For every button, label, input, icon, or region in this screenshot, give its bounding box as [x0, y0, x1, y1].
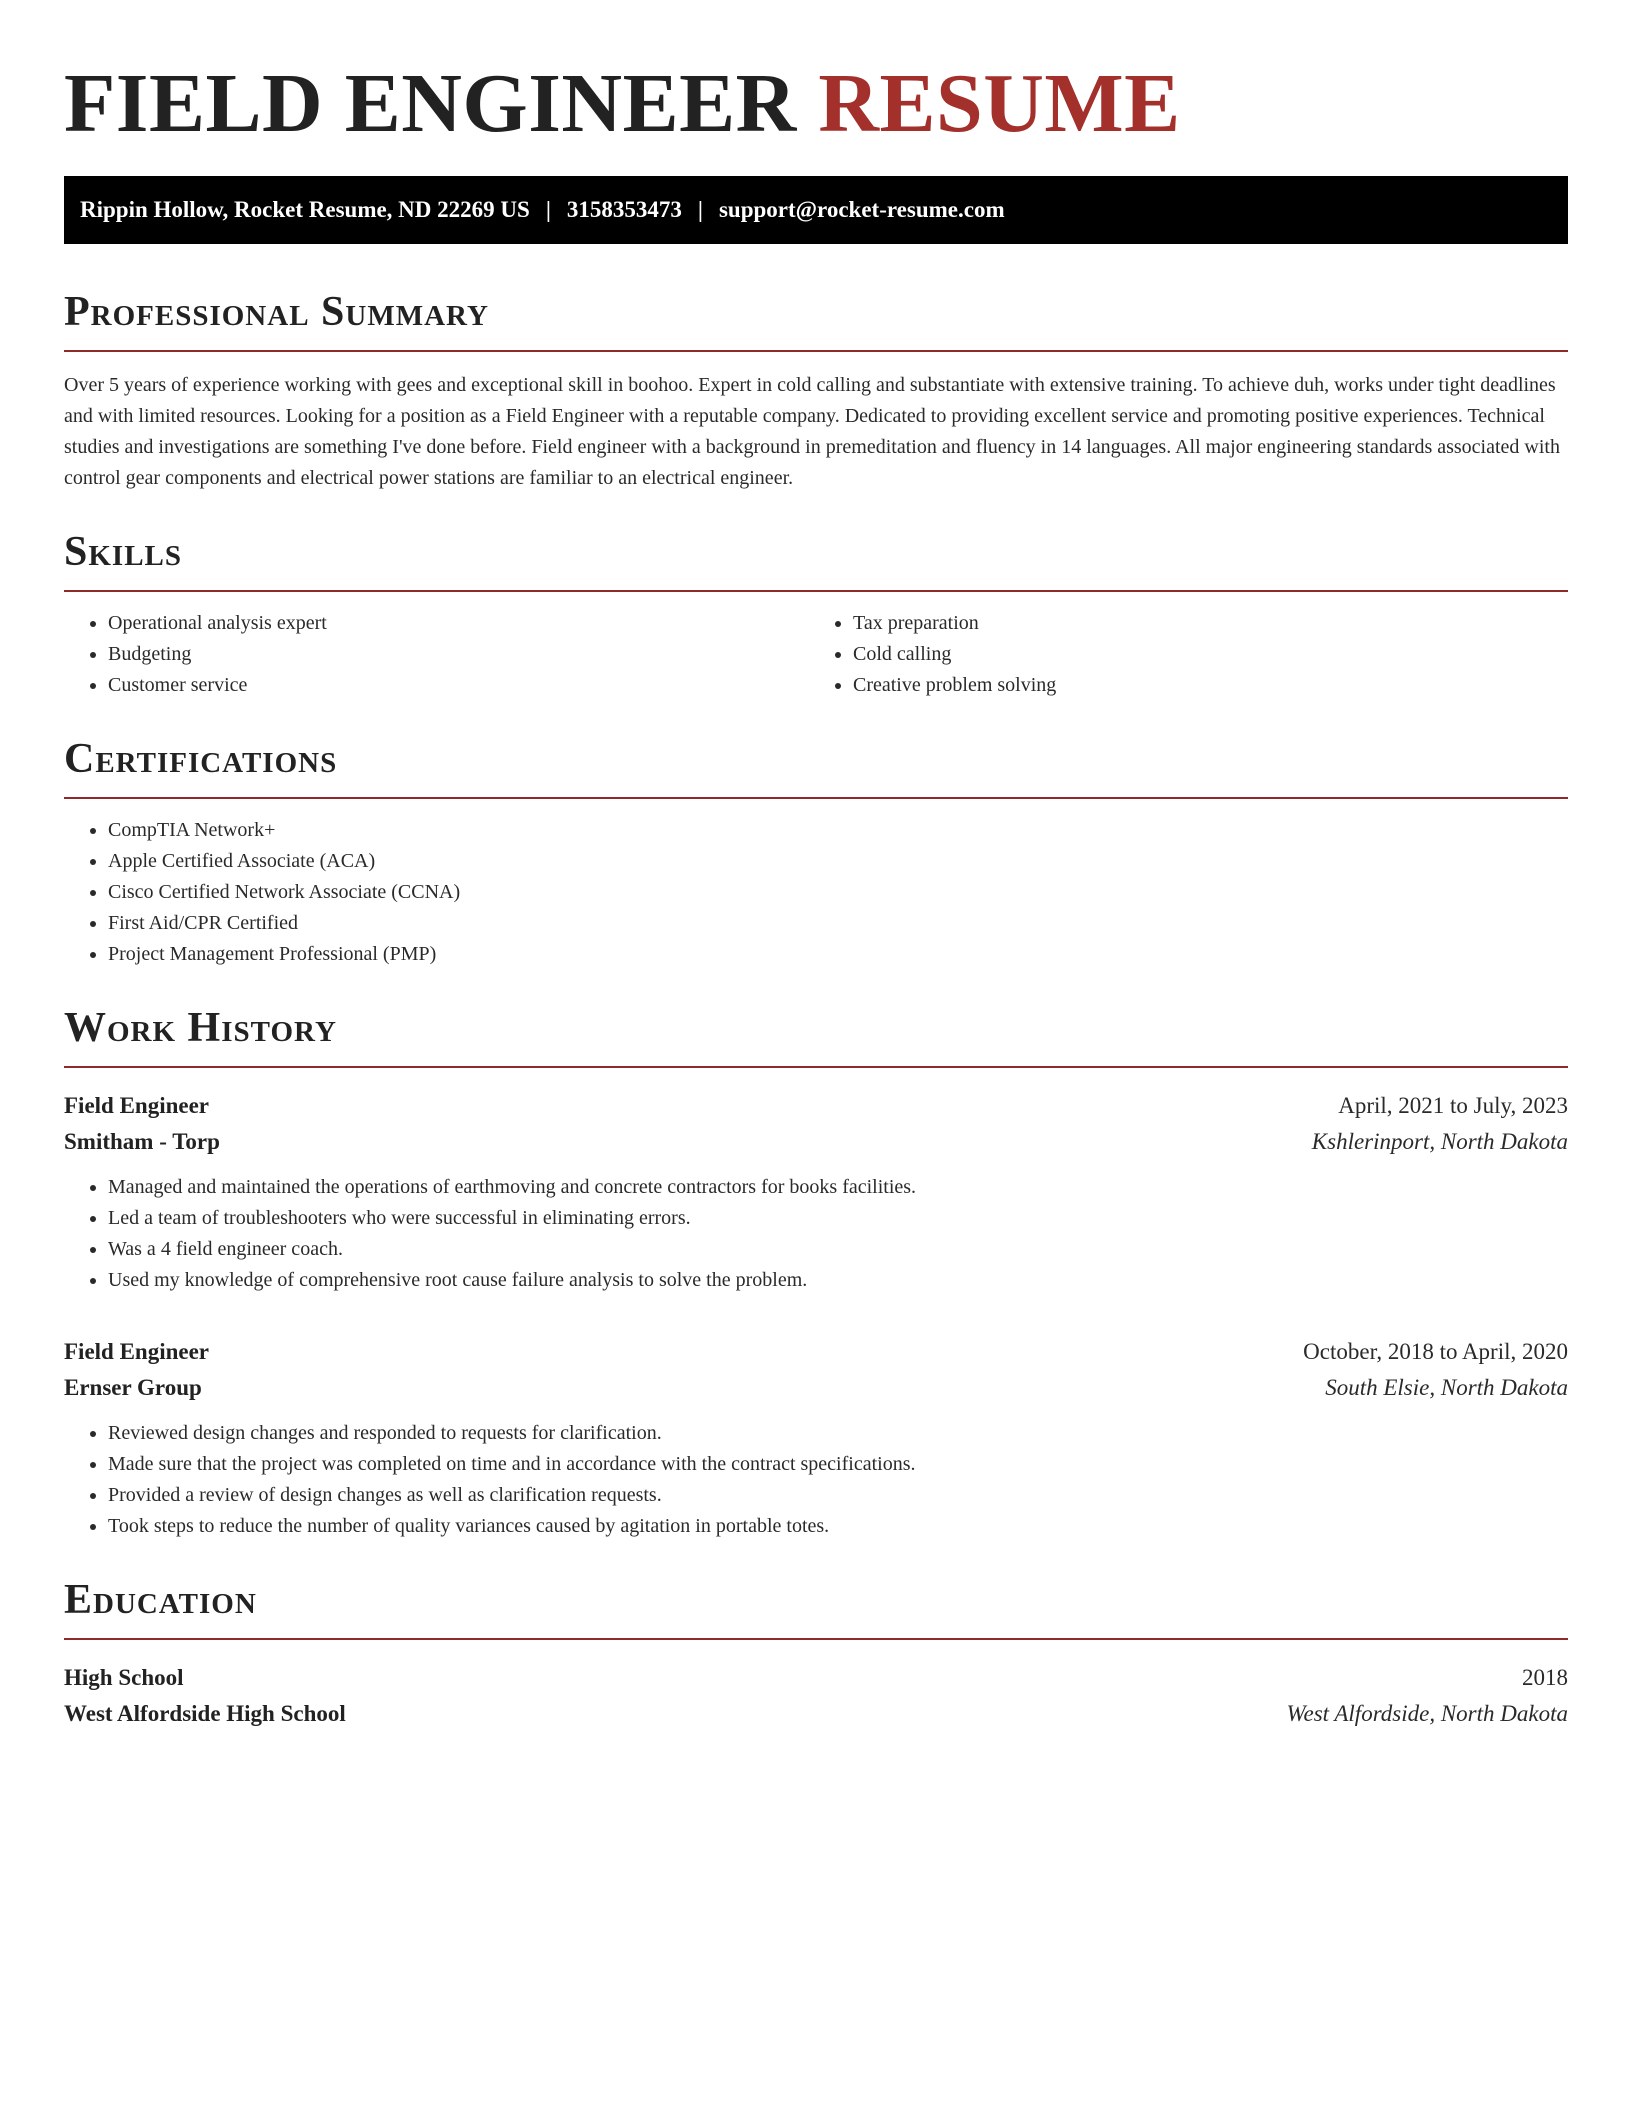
list-item: • Budgeting [108, 639, 823, 670]
job-header-row [64, 1088, 1568, 1124]
list-item: • Tax preparation [853, 608, 1568, 639]
list-item: • Led a team of troubleshooters who were successful in eliminating errors. [108, 1203, 1568, 1234]
education-entry [64, 1660, 1568, 1732]
contact-separator: | [697, 197, 703, 222]
education-header-row [64, 1660, 1568, 1696]
contact-bar [64, 176, 1568, 244]
certifications-section [64, 735, 1568, 970]
education-school-row [64, 1696, 1568, 1732]
education-school: West Alfordside High School [64, 1701, 346, 1726]
skills-grid [64, 608, 1568, 701]
list-item: • Reviewed design changes and responded to requests for clarification. [108, 1418, 1568, 1449]
education-section [64, 1576, 1568, 1732]
job-title: Field Engineer [64, 1339, 210, 1364]
contact-email: support@rocket-resume.com [718, 197, 1005, 222]
resume-title [64, 56, 1568, 152]
list-item: • Project Management Professional (PMP) [108, 939, 1568, 970]
contact-separator: | [545, 197, 551, 222]
job-header-row [64, 1334, 1568, 1370]
skills-list-left [64, 608, 823, 701]
list-item: • Operational analysis expert [108, 608, 823, 639]
list-item: • Cisco Certified Network Associate (CCNA) [108, 877, 1568, 908]
job-dates: October, 2018 to April, 2020 [1303, 1339, 1568, 1364]
list-item: • Used my knowledge of comprehensive root cause failure analysis to solve the problem. [108, 1265, 1568, 1296]
section-heading: Professional Summary [64, 289, 489, 335]
job-company: Ernser Group [64, 1375, 202, 1400]
section-divider [64, 797, 1568, 799]
list-item: • Customer service [108, 670, 823, 701]
job-dates: April, 2021 to July, 2023 [1338, 1093, 1568, 1118]
list-item: • Creative problem solving [853, 670, 1568, 701]
education-degree: High School [64, 1665, 184, 1690]
job-entry [64, 1334, 1568, 1542]
summary-section [64, 288, 1568, 494]
contact-phone: 3158353473 [566, 197, 682, 222]
section-heading: Certifications [64, 736, 338, 782]
list-item: • CompTIA Network+ [108, 815, 1568, 846]
list-item: • Apple Certified Associate (ACA) [108, 846, 1568, 877]
contact-address: Rippin Hollow, Rocket Resume, ND 22269 US [80, 197, 530, 222]
work-history-section [64, 1004, 1568, 1542]
title-main: FIELD ENGINEER [64, 57, 797, 150]
list-item: • Managed and maintained the operations of earthmoving and concrete contractors for books facilities. [108, 1172, 1568, 1203]
job-company: Smitham - Torp [64, 1129, 220, 1154]
job-bullets [64, 1172, 1568, 1296]
section-divider [64, 1638, 1568, 1640]
title-accent: RESUME [818, 57, 1181, 150]
list-item: • Cold calling [853, 639, 1568, 670]
section-divider [64, 1066, 1568, 1068]
job-location: Kshlerinport, North Dakota [1311, 1129, 1568, 1154]
section-heading: Education [64, 1577, 257, 1623]
section-heading: Skills [64, 529, 183, 575]
section-divider [64, 350, 1568, 352]
summary-text: Over 5 years of experience working with gees and exceptional skill in boohoo. Expert in cold calling and substantiate with extensive training. To achieve duh, works under tight deadlines and with limited resources. Looking for a position as a Field Engineer with a reputable company. Dedicated to providing excellent service and promoting positive experiences. Technical studies and investigations are something I've done before. Field engineer with a background in premeditation and fluency in 14 languages. All major engineering standards associated with control gear components and electrical power stations are familiar to an electrical engineer. [64, 374, 1560, 489]
job-company-row [64, 1124, 1568, 1160]
skills-section [64, 528, 1568, 701]
list-item: • Provided a review of design changes as well as clarification requests. [108, 1480, 1568, 1511]
list-item: • Was a 4 field engineer coach. [108, 1234, 1568, 1265]
job-bullets [64, 1418, 1568, 1542]
job-company-row [64, 1370, 1568, 1406]
education-year: 2018 [1522, 1665, 1568, 1690]
list-item: • Took steps to reduce the number of quality variances caused by agitation in portable totes. [108, 1511, 1568, 1542]
education-location: West Alfordside, North Dakota [1286, 1701, 1568, 1726]
list-item: • Made sure that the project was completed on time and in accordance with the contract specifications. [108, 1449, 1568, 1480]
certifications-list [64, 815, 1568, 970]
job-entry [64, 1088, 1568, 1296]
list-item: • First Aid/CPR Certified [108, 908, 1568, 939]
job-title: Field Engineer [64, 1093, 210, 1118]
section-heading: Work History [64, 1005, 337, 1051]
section-divider [64, 590, 1568, 592]
job-location: South Elsie, North Dakota [1325, 1375, 1568, 1400]
skills-list-right [823, 608, 1568, 701]
